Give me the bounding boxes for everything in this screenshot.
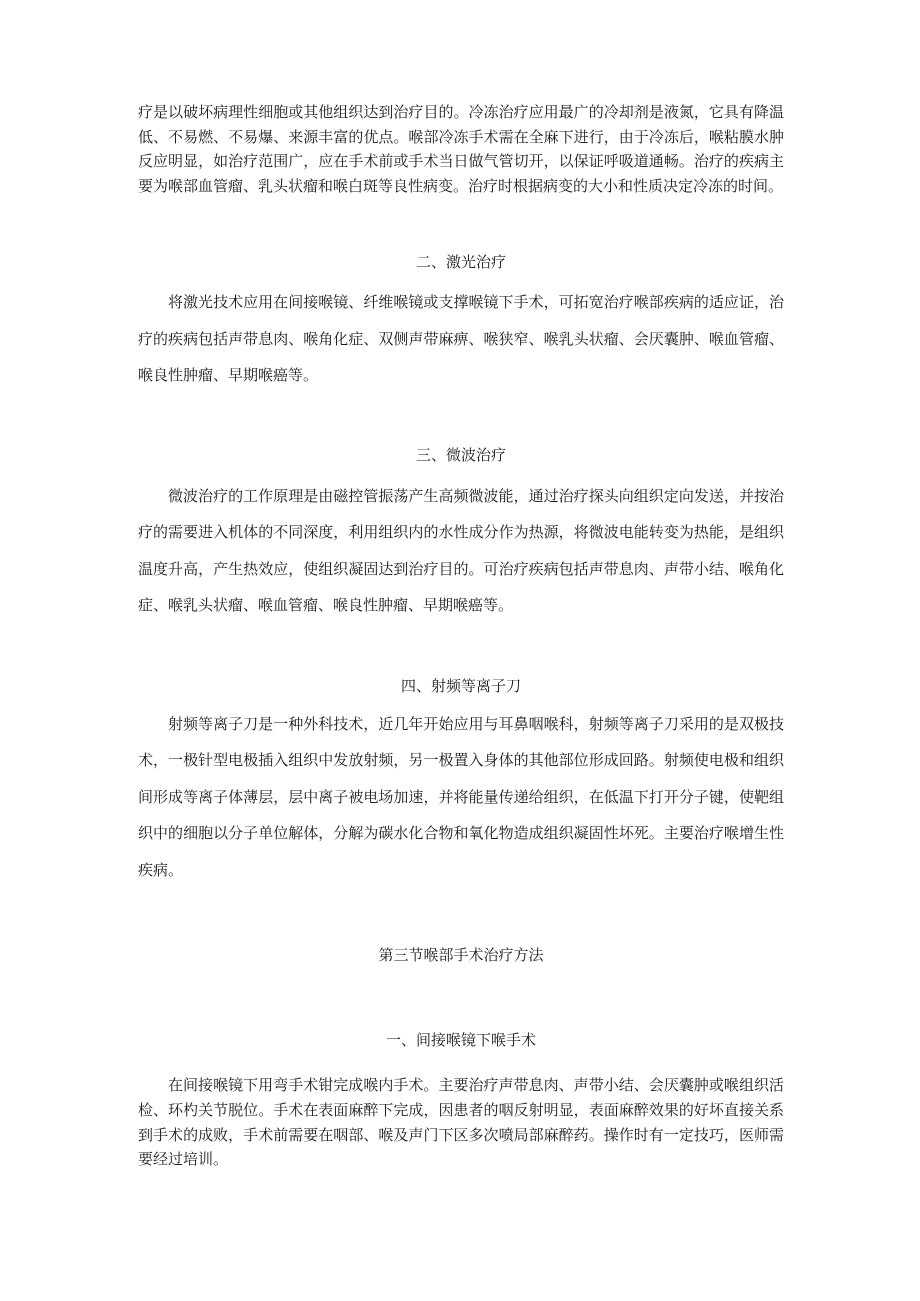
plasma-knife-paragraph: 射频等离子刀是一种外科技术，近几年开始应用与耳鼻咽喉科，射频等离子刀采用的是双极技术，一极针型电极插入组织中发放射频，另一极置入身体的其他部位形成回路。射频使电极和组织间形成等离子体薄层，层中离子被电场加速，并将能量传递给组织，在低温下打开分子键，使靶组织中的细胞以分子单位解体，分解为碳水化合物和氧化物造成组织凝固性坏死。主要治疗喉增生性疾病。 [138,714,784,879]
indirect-laryngoscopy-paragraph: 在间接喉镜下用弯手术钳完成喉内手术。主要治疗声带息肉、声带小结、会厌囊肿或喉组织活检、环杓关节脱位。手术在表面麻醉下完成，因患者的咽反射明显，表面麻醉效果的好坏直接关系到手术的成败，手术前需要在咽部、喉及声门下区多次喷局部麻醉药。操作时有一定技巧，医师需要经过培训。 [138,1076,784,1169]
document-page [138,100,784,1172]
microwave-therapy-paragraph: 微波治疗的工作原理是由磁控管振荡产生高频微波能，通过治疗探头向组织定向发送，并按治疗的需要进入机体的不同深度，利用组织内的水性成分作为热源，将微波电能转变为热能，是组织温度升高，产生热效应，使组织凝固达到治疗目的。可治疗疾病包括声带息肉、声带小结、喉角化症、喉乳头状瘤、喉血管瘤、喉良性肿瘤、早期喉癌等。 [138,486,784,615]
laser-therapy-heading: 二、激光治疗 [415,253,506,272]
microwave-therapy-heading: 三、微波治疗 [415,445,506,464]
cryotherapy-paragraph: 疗是以破坏病理性细胞或其他组织达到治疗目的。冷冻治疗应用最广的冷却剂是液氮，它具有降温低、不易燃、不易爆、来源丰富的优点。喉部冷冻手术需在全麻下进行，由于冷冻后，喉粘膜水肿反应明显，如治疗范围广，应在手术前或手术当日做气管切开，以保证呼吸道通畅。治疗的疾病主要为喉部血管瘤、乳头状瘤和喉白斑等良性病变。治疗时根据病变的大小和性质决定冷冻的时间。 [138,103,784,195]
laser-therapy-paragraph: 将激光技术应用在间接喉镜、纤维喉镜或支撑喉镜下手术，可拓宽治疗喉部疾病的适应证，治疗的疾病包括声带息肉、喉角化症、双侧声带麻痹、喉狭窄、喉乳头状瘤、会厌囊肿、喉血管瘤、喉良性肿瘤、早期喉癌等。 [138,293,784,385]
indirect-laryngoscopy-heading: 一、间接喉镜下喉手术 [385,1031,536,1050]
section-three-heading: 第三节喉部手术治疗方法 [378,946,544,965]
plasma-knife-heading: 四、射频等离子刀 [400,676,521,695]
